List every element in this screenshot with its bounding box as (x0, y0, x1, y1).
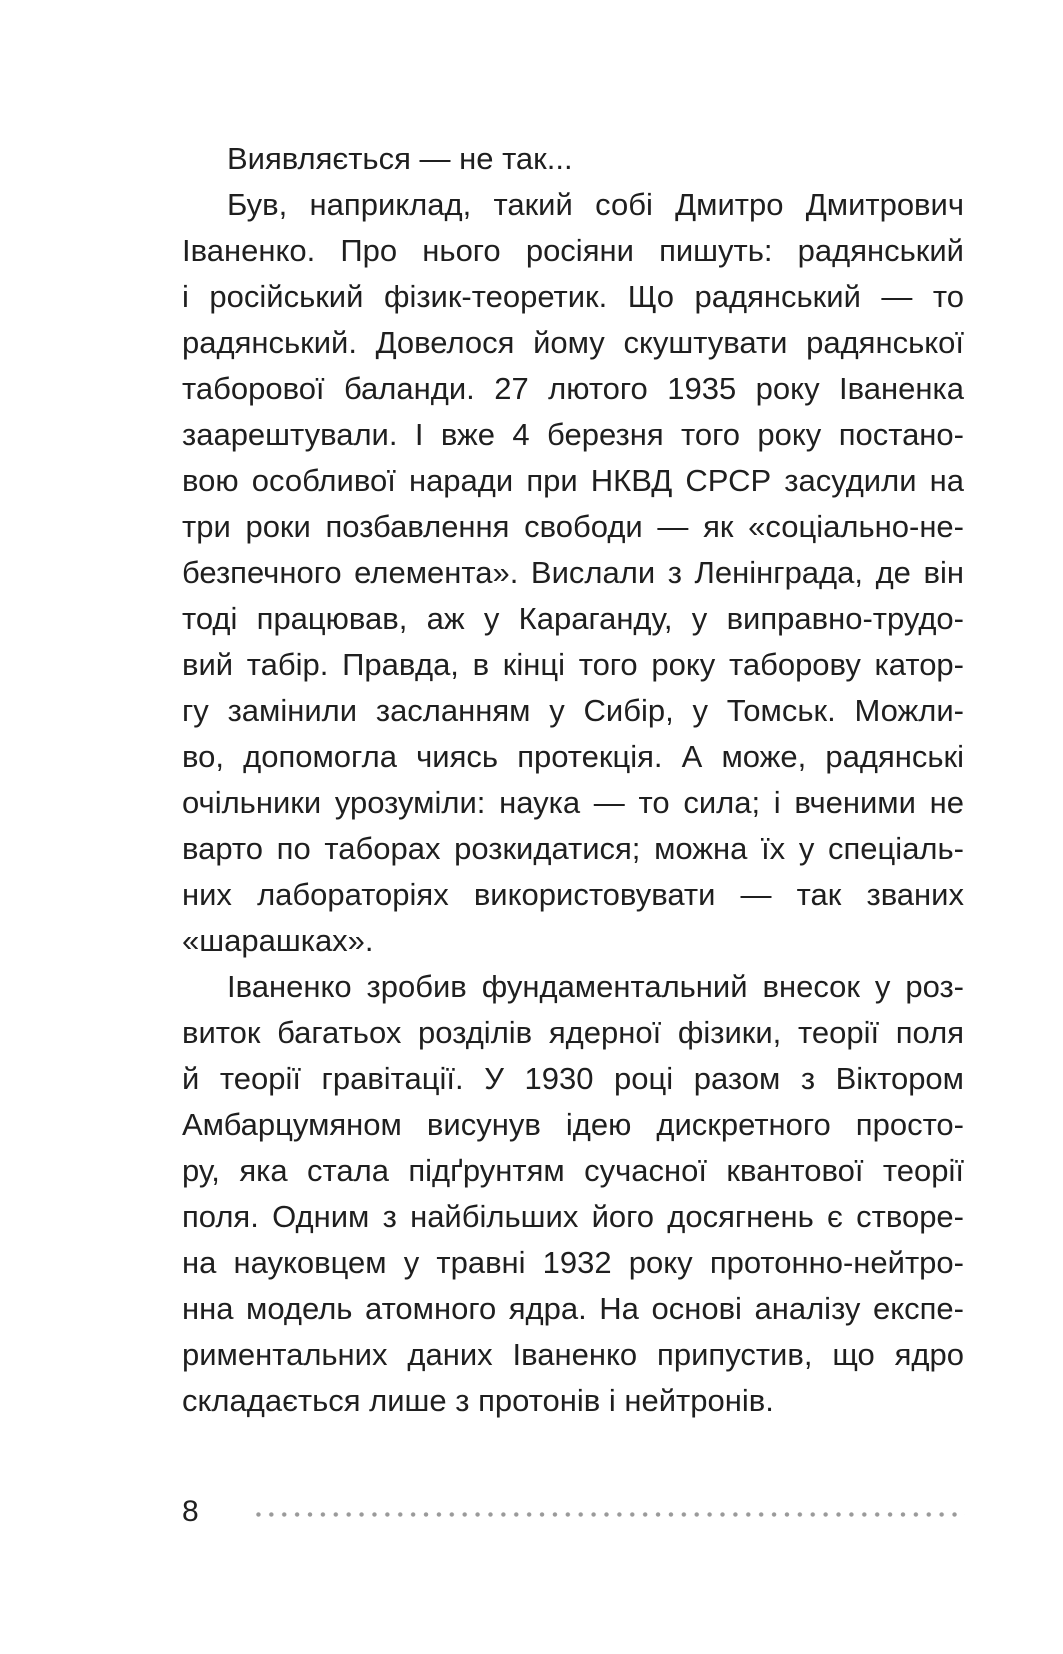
text-line: й теорії гравітації. У 1930 році разом з Віктором (182, 1061, 964, 1096)
text-line: «шарашках». (182, 923, 374, 958)
text-line: Іваненко зробив фундаментальний внесок у роз- (227, 969, 964, 1004)
text-line: риментальних даних Іваненко припустив, що ядро (182, 1337, 964, 1372)
text-line: нна модель атомного ядра. На основі аналізу експе- (182, 1291, 964, 1326)
text-line: виток багатьох розділів ядерної фізики, теорії поля (182, 1015, 964, 1050)
text-line: Був, наприклад, такий собі Дмитро Дмитрович (227, 187, 964, 222)
text-line: во, допомогла чиясь протекція. А може, радянські (182, 739, 964, 774)
page-number: 8 (182, 1495, 199, 1528)
dotted-footer-rule (252, 1512, 965, 1517)
text-line: на науковцем у травні 1932 року протонно-нейтро- (182, 1245, 964, 1280)
text-line: Виявляється — не так... (227, 141, 573, 176)
text-line: і російський фізик-теоретик. Що радянський — то (182, 279, 964, 314)
text-line: безпечного елемента». Вислали з Ленінграда, де він (182, 555, 964, 590)
text-line: гу замінили засланням у Сибір, у Томськ. Можли- (182, 693, 964, 728)
text-line: три роки позбавлення свободи — як «соціально-не- (182, 509, 964, 544)
text-line: заарештували. І вже 4 березня того року постано- (182, 417, 964, 452)
text-line: варто по таборах розкидатися; можна їх у спеціаль- (182, 831, 964, 866)
body-text (182, 136, 964, 1424)
text-line: ру, яка стала підґрунтям сучасної квантової теорії (182, 1153, 964, 1188)
text-line: очільники урозуміли: наука — то сила; і вченими не (182, 785, 964, 820)
text-line: них лабораторіях використовувати — так званих (182, 877, 964, 912)
text-line: поля. Одним з найбільших його досягнень є створе- (182, 1199, 964, 1234)
text-line: вою особливої наради при НКВД СРСР засудили на (182, 463, 964, 498)
text-line: Амбарцумяном висунув ідею дискретного просто- (182, 1107, 964, 1142)
text-line: Іваненко. Про нього росіяни пишуть: радянський (182, 233, 964, 268)
text-line: складається лише з протонів і нейтронів. (182, 1383, 774, 1418)
text-line: вий табір. Правда, в кінці того року таборову катор- (182, 647, 964, 682)
text-line: таборової баланди. 27 лютого 1935 року Іваненка (182, 371, 964, 406)
text-line: тоді працював, аж у Караганду, у виправно-трудо- (182, 601, 964, 636)
text-line: радянський. Довелося йому скуштувати радянської (182, 325, 964, 360)
